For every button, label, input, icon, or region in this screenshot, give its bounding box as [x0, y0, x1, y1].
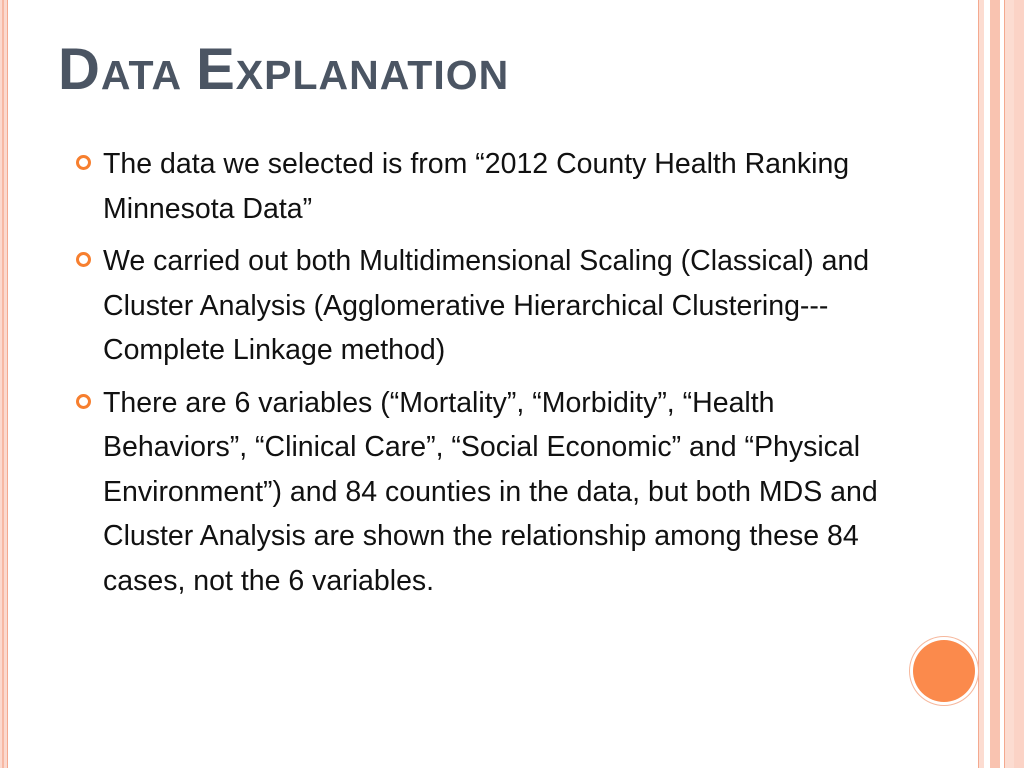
bullet-text: There are 6 variables (“Mortality”, “Morbidity”, “Health Behaviors”, “Clinical Care”, “Social Economic” and “Physical Environment”) and 84 counties in the data, but both MDS and Cluster Analysis are shown the relationship among these 84 cases, not the 6 variables.: [103, 386, 878, 597]
bullet-item: [76, 239, 916, 373]
bullet-circle-icon: [76, 155, 91, 170]
bullet-text: We carried out both Multidimensional Scaling (Classical) and Cluster Analysis (Agglomerative Hierarchical Clustering---Complete Linkage method): [103, 245, 870, 366]
right-stripe-decoration: [1004, 0, 1014, 768]
bullet-text: The data we selected is from “2012 County Health Ranking Minnesota Data”: [103, 148, 850, 225]
bullet-item: [76, 381, 916, 604]
right-stripe-decoration: [990, 0, 1000, 768]
left-border-line: [2, 0, 4, 768]
left-border-decoration: [0, 0, 8, 768]
bullet-circle-icon: [76, 252, 91, 267]
right-stripe-decoration: [1014, 0, 1024, 768]
bullet-circle-icon: [76, 394, 91, 409]
title-word: Explanation: [196, 37, 510, 102]
orange-circle-decoration: [913, 640, 975, 702]
title-word: Data: [58, 37, 183, 102]
slide-title: [58, 38, 509, 102]
bullet-list: [76, 142, 916, 611]
bullet-item: [76, 142, 916, 231]
